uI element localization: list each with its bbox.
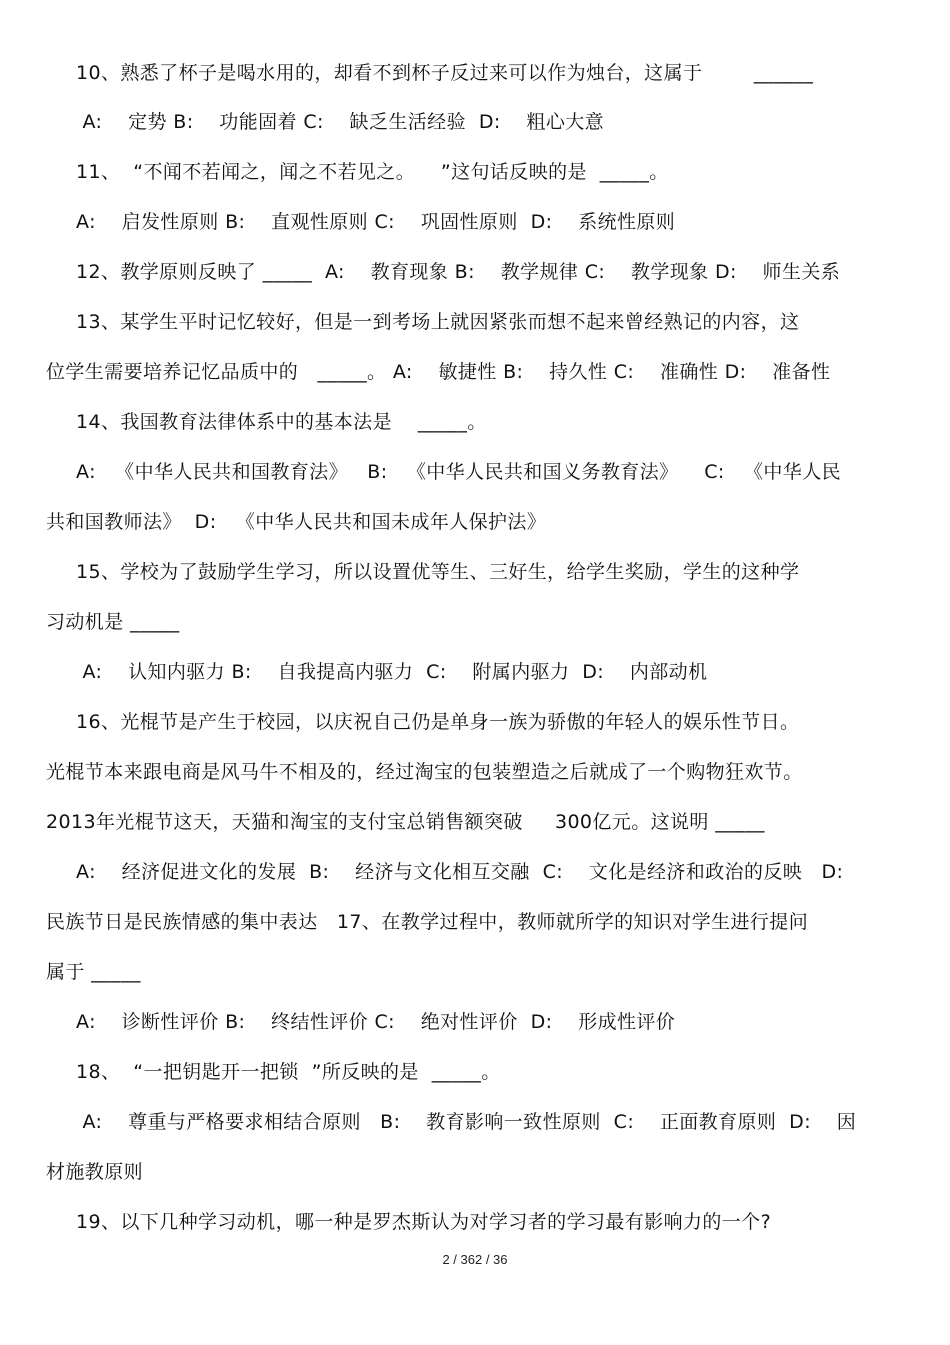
q14-options-continuation: 共和国教师法》 D: 《中华人民共和国未成年人保护法》 (46, 511, 547, 533)
q13-stem: 13、某学生平时记忆较好，但是一到考场上就因紧张而想不起来曾经熟记的内容，这 (76, 311, 800, 333)
q15-options: A: 认知内驱力 B: 自我提高内驱力 C: 附属内驱力 D: 内部动机 (76, 661, 708, 683)
q14-options: A: 《中华人民共和国教育法》 B: 《中华人民共和国义务教育法》 C: 《中华人民 (76, 461, 842, 483)
page-number: 2 / 362 / 36 (442, 1252, 508, 1267)
q18-stem: 18、 “一把钥匙开一把锁 ”所反映的是 _____。 (76, 1061, 501, 1083)
q11-options: A: 启发性原则 B: 直观性原则 C: 巩固性原则 D: 系统性原则 (76, 211, 676, 233)
q16-stem: 16、光棍节是产生于校园，以庆祝自己仍是单身一族为骄傲的年轻人的娱乐性节日。 (76, 711, 800, 733)
q10-stem: 10、熟悉了杯子是喝水用的，却看不到杯子反过来可以作为烛台，这属于 ______ (76, 62, 814, 84)
q17-stem-continuation: 属于 _____ (46, 961, 141, 983)
q19-stem: 19、以下几种学习动机，哪一种是罗杰斯认为对学习者的学习最有影响力的一个? (76, 1211, 772, 1233)
q16-stem-continuation-1: 光棍节本来跟电商是风马牛不相及的，经过淘宝的包装塑造之后就成了一个购物狂欢节。 (46, 761, 803, 783)
q15-stem: 15、学校为了鼓励学生学习，所以设置优等生、三好生，给学生奖励，学生的这种学 (76, 561, 800, 583)
q17-options: A: 诊断性评价 B: 终结性评价 C: 绝对性评价 D: 形成性评价 (76, 1011, 676, 1033)
q18-options-continuation: 材施教原则 (46, 1161, 144, 1183)
q11-stem: 11、 “不闻不若闻之，闻之不若见之。 ”这句话反映的是 _____。 (76, 161, 669, 183)
q10-options: A: 定势 B: 功能固着 C: 缺乏生活经验 D: 粗心大意 (76, 111, 605, 133)
q16-options: A: 经济促进文化的发展 B: 经济与文化相互交融 C: 文化是经济和政治的反映 D: (76, 861, 844, 883)
q12-stem-options: 12、教学原则反映了 _____ A: 教育现象 B: 教学规律 C: 教学现象 D: 师生关系 (76, 261, 841, 283)
q14-stem: 14、我国教育法律体系中的基本法是 _____。 (76, 411, 487, 433)
q18-options: A: 尊重与严格要求相结合原则 B: 教育影响一致性原则 C: 正面教育原则 D: 因 (76, 1111, 857, 1133)
q16-stem-continuation-2: 2013年光棍节这天，天猫和淘宝的支付宝总销售额突破 300亿元。这说明 _____ (46, 811, 765, 833)
q13-continuation-options: 位学生需要培养记忆品质中的 _____。 A: 敏捷性 B: 持久性 C: 准确性 D: 准备性 (46, 361, 831, 383)
q16-options-q17-stem: 民族节日是民族情感的集中表达 17、在教学过程中，教师就所学的知识对学生进行提问 (46, 911, 809, 933)
q15-stem-continuation: 习动机是 _____ (46, 611, 180, 633)
